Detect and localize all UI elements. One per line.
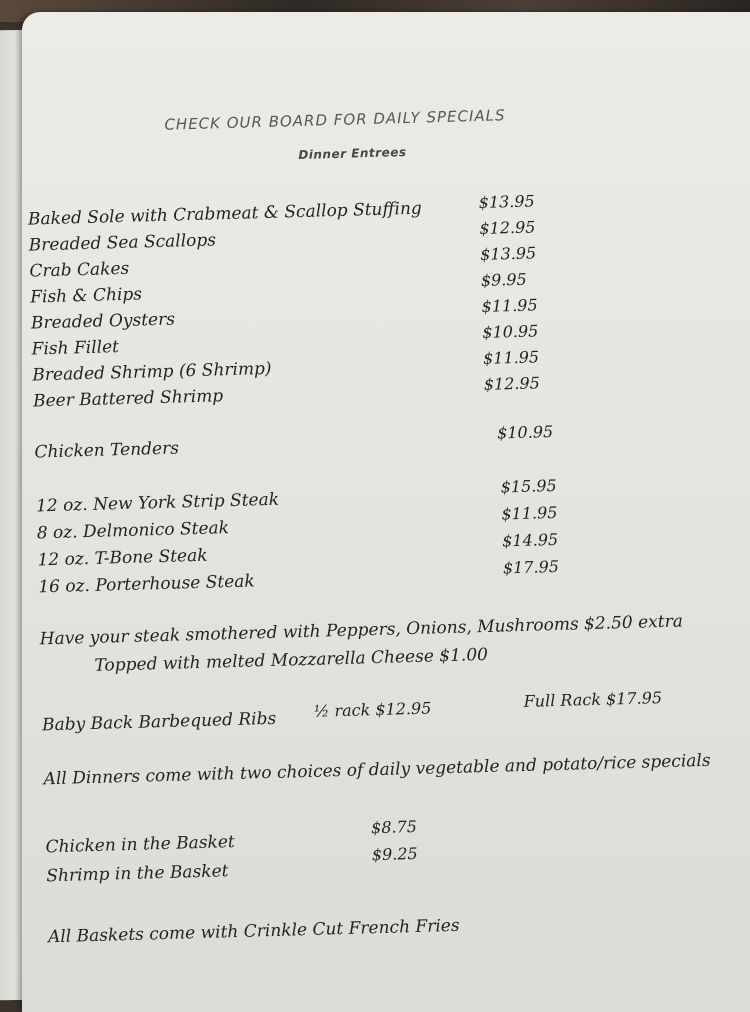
- basket-note: All Baskets come with Crinkle Cut French Fries: [47, 915, 460, 948]
- menu-item-name: Breaded Sea Scallops: [28, 230, 217, 256]
- menu-item-price: $13.95: [479, 243, 537, 264]
- menu-item-price: $9.95: [480, 269, 527, 290]
- menu-item-price: $9.25: [371, 843, 418, 865]
- menu-item-price: $11.95: [501, 502, 558, 524]
- menu-item-name: Beer Battered Shrimp: [32, 386, 224, 412]
- menu-item-name: Chicken Tenders: [34, 438, 180, 463]
- ribs-half-price: ½ rack $12.95: [313, 698, 432, 721]
- menu-item-price: $17.95: [502, 556, 560, 578]
- menu-item-price: $15.95: [500, 475, 557, 497]
- cheese-note: Topped with melted Mozzarella Cheese $1.00: [94, 644, 489, 676]
- menu-item-price: $10.95: [482, 321, 539, 342]
- menu-item-price: $12.95: [479, 217, 536, 238]
- menu-item-name: Fish & Chips: [29, 284, 143, 308]
- menu-item-name: 8 oz. Delmonico Steak: [36, 518, 230, 544]
- menu-item-name: Baby Back Barbequed Ribs: [41, 708, 277, 736]
- menu-item-price: $8.75: [370, 816, 418, 838]
- menu-item-name: 16 oz. Porterhouse Steak: [38, 571, 255, 598]
- specials-header: CHECK OUR BOARD FOR DAILY SPECIALS: [164, 106, 506, 134]
- menu-item-name: Crab Cakes: [29, 258, 130, 282]
- menu-item-price: $11.95: [482, 347, 540, 368]
- menu-item-price: $13.95: [478, 191, 535, 212]
- steak-note: Have your steak smothered with Peppers, Onions, Mushrooms $2.50 extra: [39, 611, 684, 650]
- dinner-note: All Dinners come with two choices of daily vegetable and potato/rice specials: [43, 750, 711, 790]
- menu-item-name: Breaded Oysters: [30, 309, 176, 334]
- menu-item-name: Breaded Shrimp (6 Shrimp): [32, 358, 272, 386]
- ribs-full-price: Full Rack $17.95: [523, 688, 663, 711]
- menu-item-name: Baked Sole with Crabmeat & Scallop Stuffing: [27, 198, 423, 230]
- menu-item-name: 12 oz. T-Bone Steak: [37, 545, 208, 571]
- menu-item-price: $12.95: [483, 373, 541, 394]
- menu-item-name: Chicken in the Basket: [45, 832, 235, 858]
- menu-item-price: $11.95: [481, 295, 538, 316]
- menu-item-name: Shrimp in the Basket: [46, 861, 229, 887]
- menu-item-name: 12 oz. New York Strip Steak: [35, 489, 280, 517]
- menu-item-name: Fish Fillet: [31, 337, 120, 360]
- menu-item-price: $10.95: [496, 422, 554, 443]
- section-title: Dinner Entrees: [298, 144, 407, 163]
- menu-item-price: $14.95: [501, 529, 559, 551]
